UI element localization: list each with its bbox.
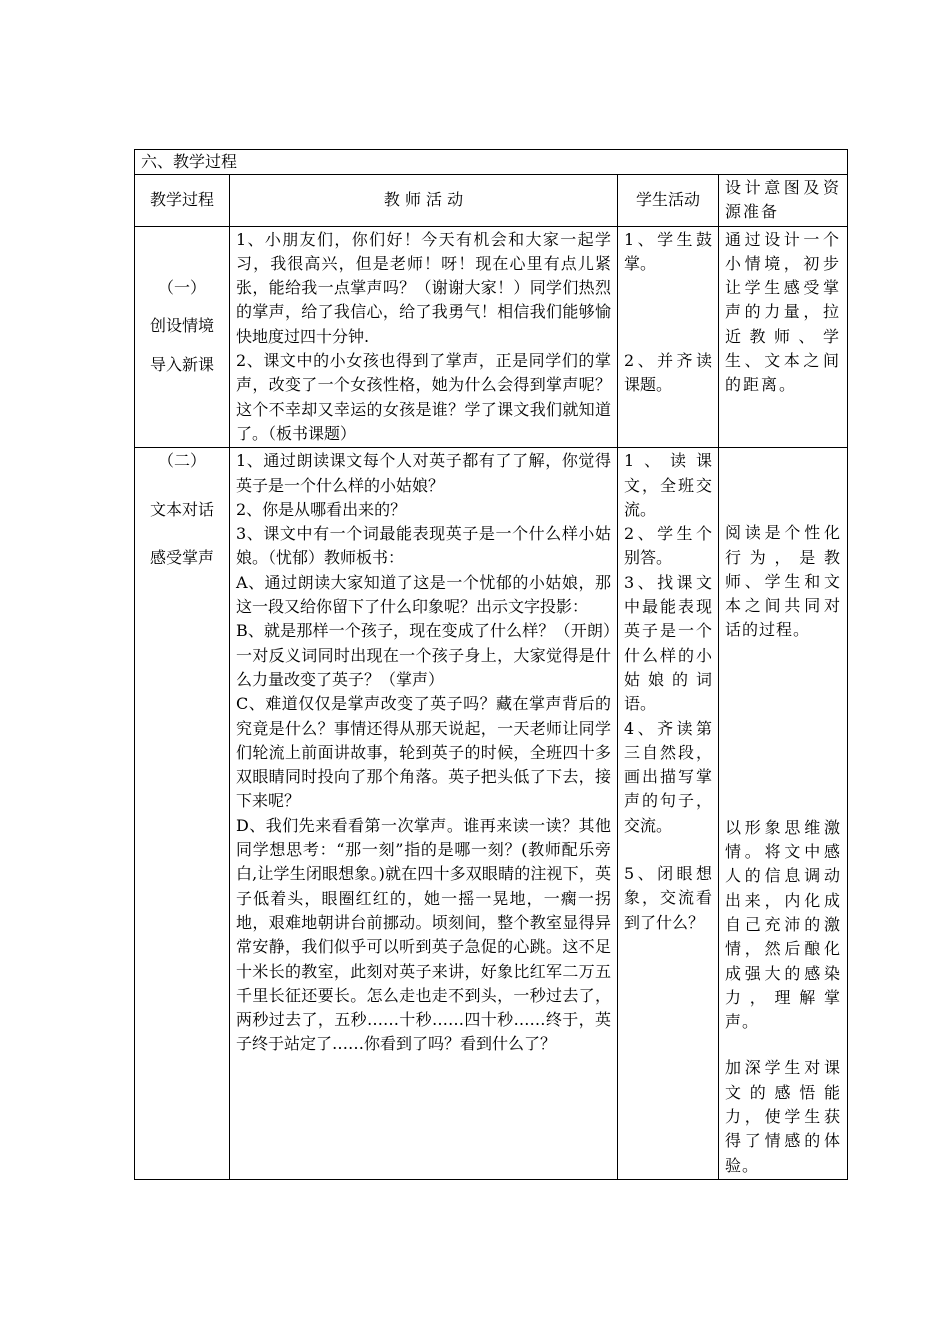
stage1-label <box>135 226 230 448</box>
stage2-teacher-p2: 2、你是从哪看出来的？ <box>236 499 407 519</box>
stage1-design: 通过设计一个小情境，初步让学生感受掌声的力量，拉近教师、学生、文本之间的距离。 <box>725 229 842 395</box>
stage2-design-3: 加深学生对课文的感悟能力，使学生获得了情感的体验。 <box>725 1058 842 1175</box>
stage1-design-intent <box>719 226 848 448</box>
lesson-plan-page <box>134 149 847 1180</box>
stage1-student-1: 1、学生鼓掌。 <box>624 229 712 273</box>
stage2-label <box>135 448 230 1180</box>
stage2-teacher-p5: B、就是那样一个孩子，现在变成了什么样？（开朗）一对反义词同时出现在一个孩子身上，大家觉得是什么力量改变了英子？（掌声） <box>236 621 611 689</box>
stage2-design-1: 阅读是个性化行为，是教师、学生和文本之间共同对话的过程。 <box>725 523 842 640</box>
stage2-student-4: 4、齐读第三自然段，画出描写掌声的句子，交流。 <box>624 718 712 835</box>
header-process: 教学过程 <box>135 175 230 227</box>
stage2-design-intent <box>719 448 848 1180</box>
stage2-name2: 感受掌声 <box>149 547 214 567</box>
stage2-student-activity <box>618 448 719 1180</box>
stage1-teacher-activity <box>230 226 618 448</box>
stage2-student-1: 1、读课文，全班交流。 <box>624 451 712 519</box>
stage1-name2: 导入新课 <box>149 354 214 374</box>
stage1-row <box>135 226 848 448</box>
stage2-teacher-activity <box>230 448 618 1180</box>
stage2-design-2: 以形象思维激情。将文中感人的信息调动出来，内化成自己充沛的激情，然后酿化成强大的感染力，理解掌声。 <box>725 817 842 1032</box>
stage2-teacher-p1: 1、通过朗读课文每个人对英子都有了了解，你觉得英子是一个什么样的小姑娘？ <box>236 451 611 495</box>
stage1-teacher-p2: 2、课文中的小女孩也得到了掌声，正是同学们的掌声，改变了一个女孩性格，她为什么会得到掌声呢？这个不幸却又幸运的女孩是谁？学了课文我们就知道了。（板书课题） <box>236 351 611 443</box>
stage2-number: （二） <box>157 451 206 471</box>
header-row <box>135 175 848 227</box>
stage2-student-2: 2、学生个别答。 <box>624 524 712 568</box>
stage1-student-activity <box>618 226 719 448</box>
stage2-student-5: 5、闭眼想象，交流看到了什么？ <box>624 864 712 932</box>
header-design: 设计意图及资源准备 <box>719 175 848 227</box>
stage1-number: （一） <box>157 278 206 298</box>
stage2-name1: 文本对话 <box>149 499 214 519</box>
stage2-teacher-p4: A、通过朗读大家知道了这是一个忧郁的小姑娘，那这一段又给你留下了什么印象呢？出示文字投影： <box>236 572 611 617</box>
header-teacher: 教 师 活 动 <box>230 175 618 227</box>
stage2-teacher-p3: 3、课文中有一个词最能表现英子是一个什么样小姑娘。（忧郁）教师板书： <box>236 524 611 568</box>
stage2-teacher-p6: C、难道仅仅是掌声改变了英子吗？藏在掌声背后的究竟是什么？事情还得从那天说起，一天老师让同学们轮流上前面讲故事，轮到英子的时候，全班四十多双眼睛同时投向了那个角落。英子把头低了下去，接下来呢？ <box>236 694 611 811</box>
stage2-row <box>135 448 848 1180</box>
stage1-student-2: 2、并齐读课题。 <box>624 351 712 395</box>
header-student: 学生活动 <box>618 175 719 227</box>
section-title: 六、教学过程 <box>135 150 848 175</box>
stage1-teacher-p1: 1、小朋友们，你们好！今天有机会和大家一起学习，我很高兴，但是老师！呀！现在心里有点儿紧张，能给我一点掌声吗？（谢谢大家！）同学们热烈的掌声，给了我信心，给了我勇气！相信我们能够愉快地度过四十分钟. <box>236 229 611 346</box>
stage2-teacher-p7: D、我们先来看看第一次掌声。谁再来读一读？其他同学想思考：“那一刻”指的是哪一刻？(教师配乐旁白,让学生闭眼想象。)就在四十多双眼睛的注视下，英子低着头，眼圈红红的，她一摇一晃地，一瘸一拐地，艰难地朝讲台前挪动。顷刻间，整个教室显得异常安静，我们似乎可以听到英子急促的心跳。这不足十米长的教室，此刻对英子来讲，好象比红军二万五千里长征还要长。怎么走也走不到头，一秒过去了，两秒过去了，五秒……十秒……四十秒……终于，英子终于站定了……你看到了吗？看到什么了？ <box>236 815 611 1054</box>
stage2-student-3: 3、找课文中最能表现英子是一个什么样的小姑娘的词语。 <box>624 572 712 714</box>
teaching-process-table <box>134 149 848 1180</box>
stage1-name1: 创设情境 <box>149 316 214 336</box>
section-title-row <box>135 150 848 175</box>
